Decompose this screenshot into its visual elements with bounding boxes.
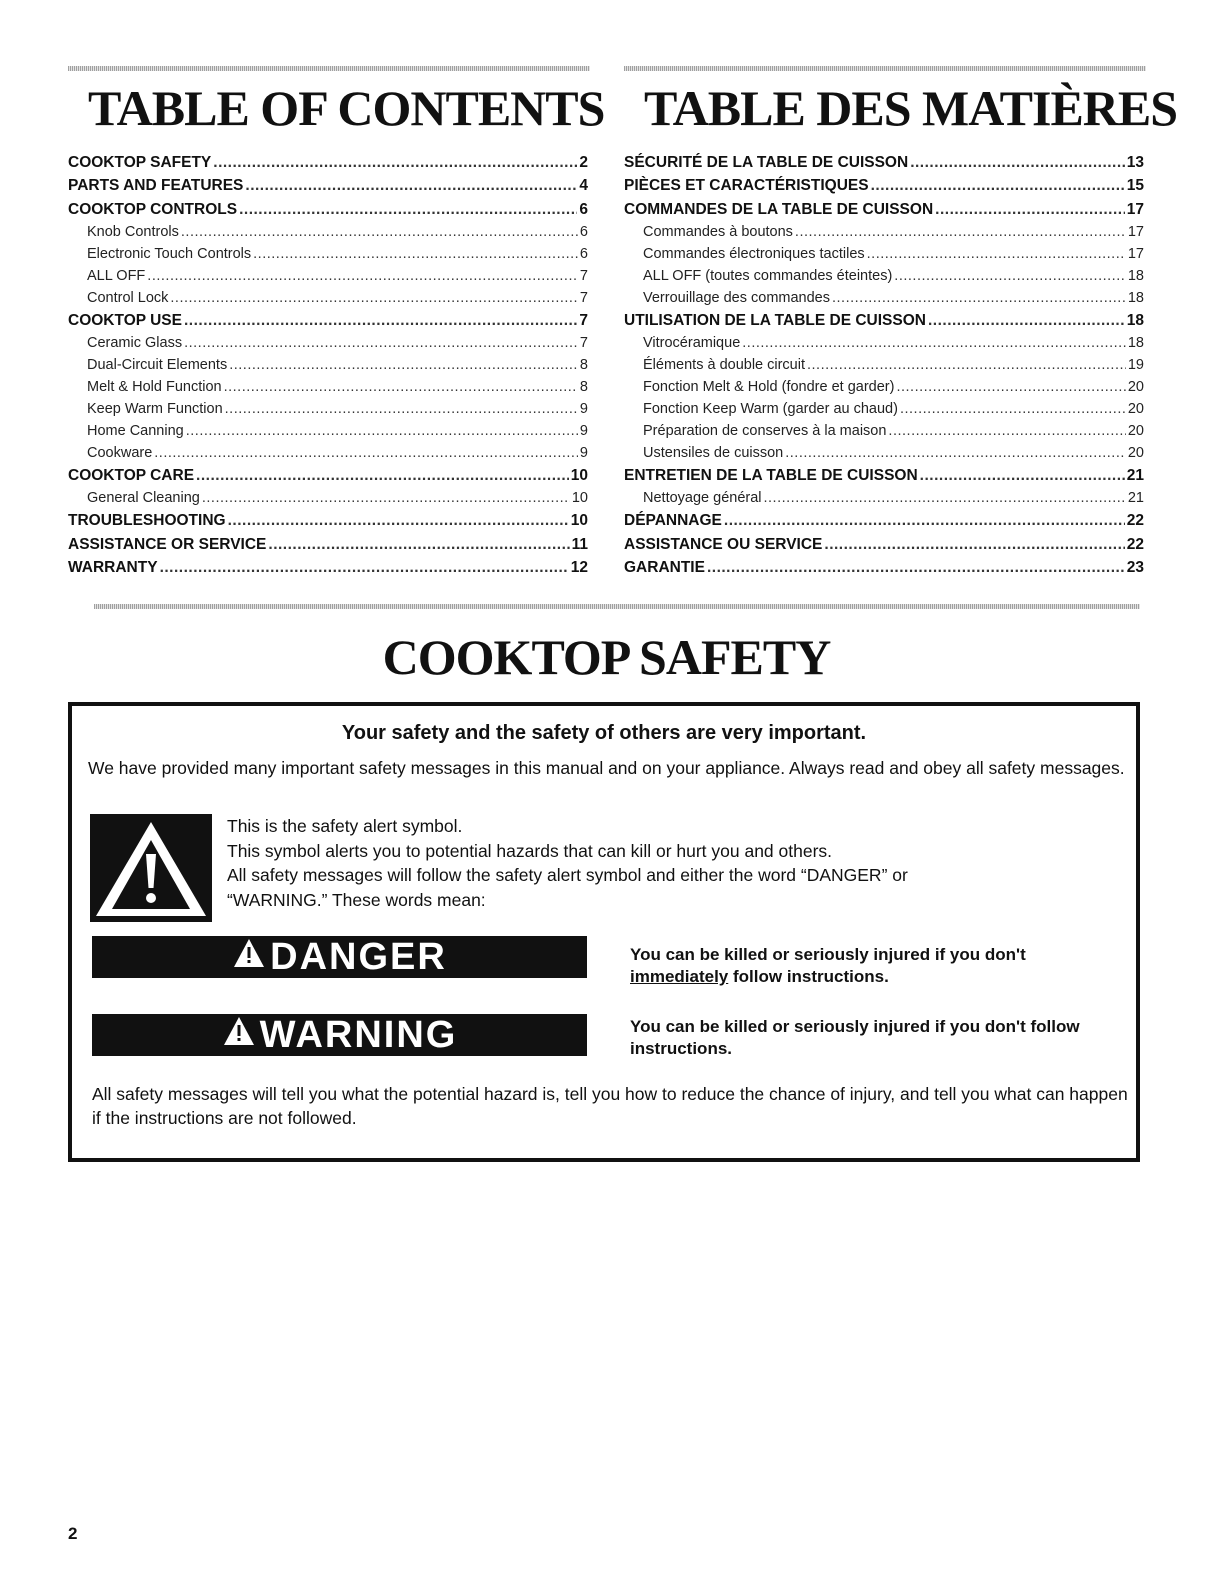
toc-french <box>624 80 1178 579</box>
toc-entry-page: 10 <box>570 467 588 485</box>
toc-entry <box>68 487 588 509</box>
toc-leader-dots <box>224 376 578 398</box>
toc-leader-dots <box>160 556 569 579</box>
toc-entry <box>68 556 588 579</box>
safety-intro: We have provided many important safety messages in this manual and on your appliance. Always read and obey all safety messages. <box>88 758 1125 778</box>
toc-entry <box>624 398 1144 420</box>
toc-entry-label: PARTS AND FEATURES <box>68 177 244 195</box>
toc-leader-dots <box>785 442 1126 464</box>
top-rule-right <box>624 66 1146 71</box>
toc-entry <box>68 265 588 287</box>
toc-leader-dots <box>229 354 578 376</box>
toc-entry <box>624 487 1144 509</box>
toc-entry-label: GARANTIE <box>624 559 705 577</box>
toc-entry <box>68 309 588 332</box>
toc-entry-label: TROUBLESHOOTING <box>68 512 226 530</box>
toc-english <box>68 80 605 579</box>
toc-entry-page: 23 <box>1126 559 1144 577</box>
top-rule-left <box>68 66 590 71</box>
toc-entry-label: COOKTOP SAFETY <box>68 154 212 171</box>
toc-leader-dots <box>867 243 1126 265</box>
toc-entry-label: Cookware <box>87 445 153 462</box>
toc-leader-dots <box>225 398 578 420</box>
toc-entry-page: 20 <box>1127 445 1144 462</box>
toc-entry <box>624 376 1144 398</box>
toc-leader-dots <box>170 287 578 309</box>
toc-entry <box>68 509 588 532</box>
toc-entry <box>624 354 1144 376</box>
toc-leader-dots <box>228 509 569 532</box>
toc-entry <box>68 376 588 398</box>
toc-english-entries <box>68 151 588 579</box>
danger-text-end: follow instructions. <box>733 967 889 986</box>
toc-entry <box>68 151 588 174</box>
toc-entry <box>624 442 1144 464</box>
toc-leader-dots <box>900 398 1126 420</box>
toc-entry <box>68 533 588 556</box>
toc-entry-label: Ceramic Glass <box>87 335 183 352</box>
toc-entry <box>68 420 588 442</box>
warning-description: You can be killed or seriously injured if you don't follow instructions. <box>630 1017 1080 1058</box>
safety-heading: Your safety and the safety of others are very important. <box>341 722 867 744</box>
toc-entry <box>624 464 1144 487</box>
toc-entry-page: 18 <box>1127 289 1144 306</box>
danger-description <box>630 944 1130 988</box>
toc-entry-label: PIÈCES ET CARACTÉRISTIQUES <box>624 177 869 195</box>
danger-signal-banner <box>92 936 587 978</box>
toc-entry-page: 17 <box>1127 245 1144 262</box>
toc-entry-page: 17 <box>1126 200 1144 218</box>
toc-entry-page: 7 <box>579 267 588 284</box>
toc-entry-label: Control Lock <box>87 289 169 306</box>
toc-bottom-rule <box>94 604 1140 609</box>
toc-leader-dots <box>888 420 1125 442</box>
toc-leader-dots <box>186 420 578 442</box>
toc-entry-page: 6 <box>579 200 588 218</box>
toc-entry-label: Nettoyage général <box>643 490 762 507</box>
toc-entry-label: Home Canning <box>87 423 184 440</box>
toc-entry-label: COOKTOP CARE <box>68 467 195 485</box>
toc-entry-label: Éléments à double circuit <box>643 357 805 374</box>
toc-entry-page: 18 <box>1127 267 1144 284</box>
toc-entry-label: Knob Controls <box>87 223 179 240</box>
toc-leader-dots <box>935 198 1125 221</box>
toc-entry-page: 10 <box>570 512 588 530</box>
toc-leader-dots <box>202 487 570 509</box>
toc-entry-page: 8 <box>579 379 588 396</box>
toc-leader-dots <box>196 464 569 487</box>
warning-label: WARNING <box>259 1013 458 1056</box>
toc-entry-page: 8 <box>579 357 588 374</box>
toc-entry <box>624 420 1144 442</box>
toc-leader-dots <box>184 309 577 332</box>
toc-entry-label: General Cleaning <box>87 490 200 507</box>
toc-entry-page: 6 <box>579 245 588 262</box>
toc-entry-page: 20 <box>1127 379 1144 396</box>
alert-line: This is the safety alert symbol. <box>227 816 463 836</box>
alert-line: All safety messages will follow the safety alert symbol and either the word “DANGER” or <box>227 865 908 885</box>
toc-entry-label: Ustensiles de cuisson <box>643 445 784 462</box>
toc-entry-page: 7 <box>579 311 588 329</box>
toc-leader-dots <box>910 151 1125 174</box>
toc-entry-label: ASSISTANCE OU SERVICE <box>624 535 823 553</box>
toc-entry-page: 20 <box>1127 401 1144 418</box>
toc-entry-page: 9 <box>579 401 588 418</box>
toc-entry <box>68 221 588 243</box>
toc-leader-dots <box>707 556 1125 579</box>
toc-entry <box>624 221 1144 243</box>
toc-entry-label: Keep Warm Function <box>87 401 223 418</box>
toc-entry-label: Electronic Touch Controls <box>87 245 252 262</box>
danger-text-emphasis: immediately <box>630 967 729 986</box>
toc-entry <box>624 198 1144 221</box>
toc-leader-dots <box>896 376 1125 398</box>
toc-leader-dots <box>742 332 1126 354</box>
toc-entry-page: 18 <box>1127 335 1144 352</box>
toc-english-title: TABLE OF CONTENTS <box>88 80 605 136</box>
toc-entry <box>68 174 588 197</box>
toc-entry-page: 13 <box>1126 154 1144 171</box>
toc-entry-label: Melt & Hold Function <box>87 379 222 396</box>
toc-leader-dots <box>181 221 578 243</box>
toc-entry-label: COOKTOP USE <box>68 311 182 329</box>
toc-entry-page: 22 <box>1126 535 1144 553</box>
toc-leader-dots <box>807 354 1126 376</box>
toc-entry-label: ASSISTANCE OR SERVICE <box>68 535 267 553</box>
toc-leader-dots <box>894 265 1126 287</box>
alert-description <box>227 814 1107 912</box>
toc-entry-label: ENTRETIEN DE LA TABLE DE CUISSON <box>624 467 918 485</box>
toc-entry-label: Commandes à boutons <box>643 223 793 240</box>
toc-entry-page: 6 <box>579 223 588 240</box>
toc-entry-label: ALL OFF <box>87 267 146 284</box>
toc-entry-page: 20 <box>1127 423 1144 440</box>
toc-entry <box>624 265 1144 287</box>
toc-entry-label: Vitrocéramique <box>643 335 741 352</box>
cooktop-safety-title: COOKTOP SAFETY <box>382 629 831 685</box>
toc-entry-label: DÉPANNAGE <box>624 512 722 530</box>
toc-leader-dots <box>245 174 577 197</box>
safety-alert-triangle-icon <box>90 814 212 922</box>
toc-french-entries <box>624 151 1144 579</box>
toc-entry-page: 17 <box>1127 223 1144 240</box>
toc-leader-dots <box>832 287 1126 309</box>
toc-entry <box>68 198 588 221</box>
toc-entry-label: COOKTOP CONTROLS <box>68 200 238 218</box>
safety-box <box>68 702 1140 1162</box>
toc-entry-label: Dual-Circuit Elements <box>87 357 228 374</box>
toc-leader-dots <box>920 464 1125 487</box>
toc-entry <box>68 398 588 420</box>
toc-entry <box>68 287 588 309</box>
toc-leader-dots <box>871 174 1125 197</box>
toc-leader-dots <box>795 221 1126 243</box>
toc-entry-label: Fonction Melt & Hold (fondre et garder) <box>643 379 895 396</box>
danger-label: DANGER <box>270 935 447 978</box>
toc-entry <box>68 332 588 354</box>
warning-triangle-icon <box>222 1014 256 1057</box>
toc-entry <box>624 533 1144 556</box>
toc-entry <box>624 509 1144 532</box>
toc-entry-page: 18 <box>1126 311 1144 329</box>
toc-entry <box>624 151 1144 174</box>
toc-entry-label: ALL OFF (toutes commandes éteintes) <box>643 267 893 284</box>
toc-entry-page: 15 <box>1126 177 1144 195</box>
warning-triangle-icon <box>232 936 266 979</box>
toc-entry <box>624 309 1144 332</box>
toc-leader-dots <box>724 509 1125 532</box>
toc-leader-dots <box>268 533 569 556</box>
toc-leader-dots <box>253 243 578 265</box>
toc-entry-page: 7 <box>579 289 588 306</box>
page-number: 2 <box>68 1524 78 1543</box>
toc-entry-page: 4 <box>579 177 588 195</box>
toc-entry-label: Commandes électroniques tactiles <box>643 245 865 262</box>
toc-leader-dots <box>764 487 1126 509</box>
toc-entry <box>68 243 588 265</box>
toc-leader-dots <box>213 151 577 174</box>
toc-entry <box>624 556 1144 579</box>
toc-entry-page: 21 <box>1127 490 1144 507</box>
toc-entry-page: 12 <box>570 559 588 577</box>
toc-entry-page: 11 <box>571 535 588 553</box>
toc-entry-label: Préparation de conserves à la maison <box>643 423 887 440</box>
toc-leader-dots <box>928 309 1125 332</box>
toc-leader-dots <box>824 533 1124 556</box>
toc-entry-label: SÉCURITÉ DE LA TABLE DE CUISSON <box>624 154 909 171</box>
toc-entry-label: WARRANTY <box>68 559 158 577</box>
toc-entry-label: Verrouillage des commandes <box>643 289 830 306</box>
toc-entry-page: 19 <box>1127 357 1144 374</box>
toc-entry-page: 7 <box>579 335 588 352</box>
toc-entry-page: 9 <box>579 445 588 462</box>
toc-leader-dots <box>154 442 578 464</box>
toc-entry <box>68 354 588 376</box>
toc-entry-page: 21 <box>1126 467 1144 485</box>
alert-line: This symbol alerts you to potential hazards that can kill or hurt you and others. <box>227 840 833 861</box>
toc-entry <box>624 332 1144 354</box>
safety-closing: All safety messages will tell you what the potential hazard is, tell you how to reduce the chance of injury, and tell you what can happen if the instructions are not followed. <box>92 1084 1128 1128</box>
toc-entry <box>68 442 588 464</box>
toc-leader-dots <box>184 332 578 354</box>
warning-signal-banner <box>92 1014 587 1056</box>
toc-entry-label: Fonction Keep Warm (garder au chaud) <box>643 401 898 418</box>
toc-entry <box>624 243 1144 265</box>
toc-entry-label: COMMANDES DE LA TABLE DE CUISSON <box>624 200 934 218</box>
toc-entry <box>624 287 1144 309</box>
toc-entry-page: 22 <box>1126 512 1144 530</box>
toc-french-title: TABLE DES MATIÈRES <box>644 80 1178 136</box>
toc-entry <box>68 464 588 487</box>
alert-line: “WARNING.” These words mean: <box>227 889 486 910</box>
danger-text-start: You can be killed or seriously injured if you don't <box>630 945 1026 964</box>
toc-leader-dots <box>239 198 577 221</box>
toc-entry <box>624 174 1144 197</box>
toc-entry-page: 9 <box>579 423 588 440</box>
toc-entry-page: 2 <box>579 154 588 171</box>
toc-entry-label: UTILISATION DE LA TABLE DE CUISSON <box>624 311 926 329</box>
toc-leader-dots <box>147 265 578 287</box>
toc-entry-page: 10 <box>571 490 588 507</box>
